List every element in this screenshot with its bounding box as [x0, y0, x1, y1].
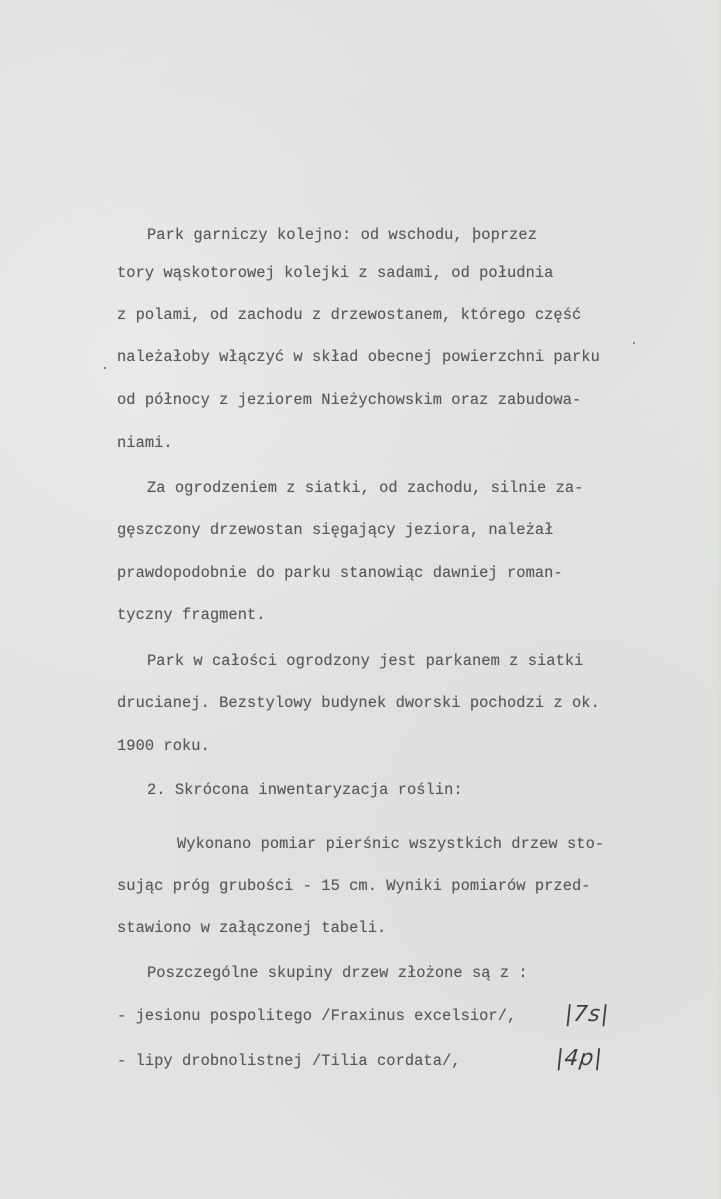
- text-line: gęszczony drzewostan sięgający jeziora, należał: [117, 521, 554, 539]
- text-line: 1900 roku.: [117, 737, 210, 755]
- text-line: Poszczególne skupiny drzew złożone są z :: [147, 964, 528, 982]
- handwritten-mark: |7s|: [563, 1002, 611, 1027]
- text-line: 2. Skrócona inwentaryzacja roślin:: [147, 781, 463, 799]
- text-line: drucianej. Bezstylowy budynek dworski pochodzi z ok.: [117, 694, 600, 712]
- page-edge: [717, 0, 721, 1199]
- text-line: Park garniczy kolejno: od wschodu, þoprzez: [147, 226, 538, 244]
- ink-speck: [633, 342, 635, 344]
- ink-speck: [104, 367, 106, 369]
- text-line: niami.: [117, 434, 173, 452]
- text-line: - lipy drobnolistnej /Tilia cordata/,: [117, 1052, 461, 1070]
- text-line: z polami, od zachodu z drzewostanem, którego część: [117, 306, 582, 324]
- text-line: tyczny fragment.: [117, 606, 266, 624]
- text-line: od północy z jeziorem Nieżychowskim oraz zabudowa-: [117, 391, 582, 409]
- text-line: należałoby włączyć w skład obecnej powierzchni parku: [117, 348, 600, 366]
- text-line: prawdopodobnie do parku stanowiąc dawniej roman-: [117, 564, 563, 582]
- text-line: stawiono w załączonej tabeli.: [117, 919, 387, 937]
- text-line: Wykonano pomiar pierśnic wszystkich drzew sto-: [177, 835, 605, 853]
- text-line: sując próg grubości - 15 cm. Wyniki pomiarów przed-: [117, 877, 591, 895]
- text-line: Park w całości ogrodzony jest parkanem z siatki: [147, 652, 584, 670]
- handwritten-mark: |4p|: [554, 1046, 605, 1071]
- text-line: - jesionu pospolitego /Fraxinus excelsior/,: [117, 1007, 517, 1025]
- text-line: tory wąskotorowej kolejki z sadami, od południa: [117, 264, 554, 282]
- text-line: Za ogrodzeniem z siatki, od zachodu, silnie za-: [147, 479, 584, 497]
